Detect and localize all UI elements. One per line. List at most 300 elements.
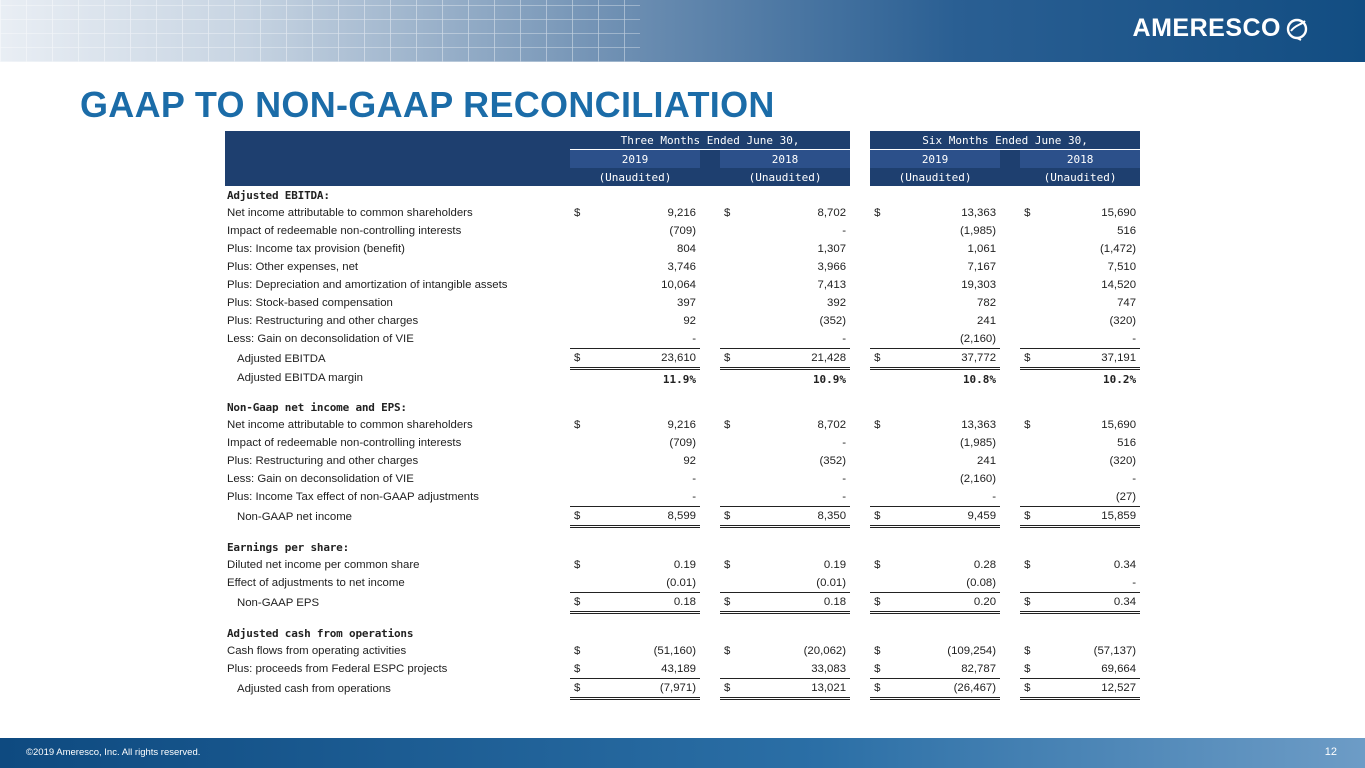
cell-value: (1,985) — [959, 225, 997, 237]
table-row — [225, 240, 1140, 258]
column-gap — [700, 276, 720, 294]
table-row — [225, 258, 1140, 276]
row-label: Plus: Restructuring and other charges — [227, 455, 419, 467]
cell-value: (2,160) — [896, 330, 1000, 349]
column-gap — [1000, 593, 1020, 613]
table-row — [225, 369, 1140, 389]
cell-value: - — [842, 473, 847, 485]
currency-symbol — [570, 434, 596, 452]
currency-symbol — [720, 330, 746, 349]
cell-value: (26,467) — [896, 679, 1000, 699]
currency-symbol — [870, 276, 896, 294]
table-row — [225, 312, 1140, 330]
currency-symbol: $ — [870, 349, 896, 369]
column-gap — [700, 416, 720, 434]
currency-symbol — [720, 294, 746, 312]
row-label: Less: Gain on deconsolidation of VIE — [227, 333, 414, 346]
cell-value: 13,021 — [746, 679, 850, 699]
cell-value: 0.18 — [596, 593, 700, 613]
column-gap — [850, 507, 870, 527]
currency-symbol: $ — [870, 679, 896, 699]
currency-symbol — [870, 434, 896, 452]
cell-value: 516 — [1117, 437, 1137, 449]
cell-value: 37,772 — [896, 349, 1000, 369]
column-gap — [850, 679, 870, 699]
row-label: Adjusted EBITDA — [237, 352, 326, 365]
cell-value: 1,061 — [967, 243, 997, 255]
currency-symbol: $ — [1020, 349, 1046, 369]
logo-wordmark: AMERESCO — [1132, 14, 1281, 42]
currency-symbol: $ — [1020, 507, 1046, 527]
column-gap — [850, 556, 870, 574]
row-label: Adjusted cash from operations — [237, 682, 391, 695]
currency-symbol — [870, 574, 896, 593]
cell-value: 33,083 — [746, 660, 850, 679]
header-unaudited: (Unaudited) — [570, 168, 700, 186]
cell-value: 10.8% — [962, 372, 997, 386]
column-gap — [700, 452, 720, 470]
cell-value: (320) — [1109, 455, 1137, 467]
column-gap — [700, 660, 720, 679]
cell-value: 397 — [676, 297, 696, 309]
cell-value: 3,966 — [817, 261, 847, 273]
row-label: Plus: proceeds from Federal ESPC projects — [227, 663, 448, 676]
cell-value: 9,216 — [667, 207, 696, 219]
row-label: Less: Gain on deconsolidation of VIE — [227, 473, 414, 485]
table-row — [225, 574, 1140, 593]
currency-symbol — [570, 574, 596, 593]
column-gap — [1000, 507, 1020, 527]
table-row — [225, 507, 1140, 527]
currency-symbol — [1020, 434, 1046, 452]
row-label: Plus: Restructuring and other charges — [227, 315, 419, 327]
cell-value: 19,303 — [961, 279, 997, 291]
currency-symbol — [1020, 276, 1046, 294]
currency-symbol — [870, 369, 896, 389]
cell-value: - — [596, 330, 700, 349]
column-gap — [850, 204, 870, 222]
cell-value: 43,189 — [596, 660, 700, 679]
column-gap — [850, 330, 870, 349]
section-spacer — [225, 527, 1140, 539]
currency-symbol: $ — [870, 507, 896, 527]
currency-symbol — [720, 574, 746, 593]
currency-symbol — [1020, 312, 1046, 330]
table-row — [225, 660, 1140, 679]
column-gap — [1000, 369, 1020, 389]
cell-value: 10.9% — [812, 372, 847, 386]
cell-value: (7,971) — [596, 679, 700, 699]
currency-symbol — [720, 240, 746, 258]
column-gap — [1000, 488, 1020, 507]
cell-value: 13,363 — [961, 419, 997, 431]
cell-value: (709) — [669, 225, 696, 237]
column-gap — [1000, 452, 1020, 470]
currency-symbol: $ — [720, 593, 746, 613]
row-label: Non-GAAP net income — [237, 510, 353, 523]
cell-value: 8,702 — [817, 207, 847, 219]
cell-value: (352) — [819, 315, 847, 327]
page-title: GAAP TO NON-GAAP RECONCILIATION — [80, 84, 775, 125]
currency-symbol — [870, 330, 896, 349]
column-gap — [850, 593, 870, 613]
section-heading: Non-Gaap net income and EPS: — [227, 400, 407, 414]
currency-symbol — [720, 452, 746, 470]
currency-symbol — [720, 470, 746, 488]
cell-value: 23,610 — [596, 349, 700, 369]
column-gap — [850, 434, 870, 452]
column-gap — [850, 416, 870, 434]
column-gap — [1000, 679, 1020, 699]
column-gap — [850, 452, 870, 470]
cell-value: 241 — [977, 455, 997, 467]
cell-value: 15,690 — [1101, 419, 1137, 431]
header-year: 2019 — [570, 150, 700, 169]
currency-symbol: $ — [870, 593, 896, 613]
row-label: Non-GAAP EPS — [237, 596, 320, 609]
currency-symbol — [1020, 258, 1046, 276]
column-gap — [850, 240, 870, 258]
table-row — [225, 488, 1140, 507]
currency-symbol: $ — [724, 645, 731, 657]
header-year: 2018 — [1020, 150, 1140, 169]
table-row — [225, 642, 1140, 660]
logo-globe-icon — [1285, 17, 1309, 41]
currency-symbol: $ — [874, 645, 881, 657]
column-gap — [1000, 349, 1020, 369]
row-label: Plus: Stock-based compensation — [227, 297, 393, 309]
column-gap — [700, 294, 720, 312]
table-row — [225, 556, 1140, 574]
header-row-unaudited — [225, 168, 1140, 186]
currency-symbol — [1020, 222, 1046, 240]
cell-value: 21,428 — [746, 349, 850, 369]
currency-symbol — [720, 369, 746, 389]
cell-value: (27) — [1046, 488, 1140, 507]
currency-symbol — [570, 222, 596, 240]
column-gap — [850, 312, 870, 330]
cell-value: (709) — [669, 437, 696, 449]
header-unaudited: (Unaudited) — [720, 168, 850, 186]
currency-symbol — [1020, 330, 1046, 349]
table-row — [225, 294, 1140, 312]
table-row — [225, 470, 1140, 488]
currency-symbol: $ — [1020, 593, 1046, 613]
column-gap — [700, 222, 720, 240]
cell-value: 13,363 — [961, 207, 997, 219]
cell-value: 1,307 — [817, 243, 847, 255]
cell-value: - — [746, 330, 850, 349]
header-three-months: Three Months Ended June 30, — [570, 131, 850, 150]
column-gap — [700, 470, 720, 488]
column-gap — [700, 507, 720, 527]
cell-value: 0.19 — [673, 559, 696, 571]
cell-value: (0.01) — [596, 574, 700, 593]
currency-symbol: $ — [724, 207, 731, 219]
cell-value: - — [746, 488, 850, 507]
currency-symbol — [720, 312, 746, 330]
section-heading-row — [225, 398, 1140, 416]
currency-symbol: $ — [574, 419, 581, 431]
row-label: Cash flows from operating activities — [227, 645, 407, 657]
cell-value: (20,062) — [803, 645, 847, 657]
currency-symbol: $ — [720, 679, 746, 699]
cell-value: 241 — [977, 315, 997, 327]
cell-value: 69,664 — [1046, 660, 1140, 679]
header-year: 2018 — [720, 150, 850, 169]
row-label: Impact of redeemable non-controlling interests — [227, 225, 462, 237]
currency-symbol: $ — [724, 559, 731, 571]
cell-value: 0.18 — [746, 593, 850, 613]
column-gap — [850, 660, 870, 679]
currency-symbol: $ — [874, 559, 881, 571]
header-row-periods — [225, 131, 1140, 150]
column-gap — [1000, 574, 1020, 593]
column-gap — [700, 488, 720, 507]
company-logo — [1133, 14, 1309, 43]
column-gap — [850, 369, 870, 389]
column-gap — [700, 574, 720, 593]
table-row — [225, 416, 1140, 434]
column-gap — [850, 294, 870, 312]
currency-symbol — [720, 276, 746, 294]
column-gap — [1000, 330, 1020, 349]
copyright-text: ©2019 Ameresco, Inc. All rights reserved. — [26, 747, 201, 758]
row-label: Plus: Income Tax effect of non-GAAP adjustments — [227, 491, 479, 504]
column-gap — [850, 488, 870, 507]
currency-symbol — [570, 488, 596, 507]
cell-value: - — [1046, 574, 1140, 593]
currency-symbol: $ — [720, 507, 746, 527]
row-label: Plus: Depreciation and amortization of intangible assets — [227, 279, 508, 291]
column-gap — [700, 312, 720, 330]
column-gap — [700, 593, 720, 613]
cell-value: 8,702 — [817, 419, 847, 431]
cell-value: (320) — [1109, 315, 1137, 327]
currency-symbol: $ — [724, 419, 731, 431]
currency-symbol: $ — [1020, 660, 1046, 679]
currency-symbol: $ — [570, 349, 596, 369]
column-gap — [1000, 258, 1020, 276]
footer-bar — [0, 738, 1365, 768]
column-gap — [1000, 240, 1020, 258]
currency-symbol: $ — [570, 593, 596, 613]
cell-value: 0.34 — [1046, 593, 1140, 613]
header-six-months: Six Months Ended June 30, — [870, 131, 1140, 150]
cell-value: 0.28 — [973, 559, 997, 571]
section-heading-row — [225, 538, 1140, 556]
cell-value: 7,510 — [1107, 261, 1137, 273]
cell-value: (2,160) — [959, 473, 997, 485]
currency-symbol: $ — [1024, 207, 1031, 219]
currency-symbol: $ — [574, 207, 581, 219]
row-label: Effect of adjustments to net income — [227, 577, 405, 590]
cell-value: (1,985) — [959, 437, 997, 449]
cell-value: 0.20 — [896, 593, 1000, 613]
currency-symbol — [570, 294, 596, 312]
currency-symbol — [720, 258, 746, 276]
cell-value: 804 — [676, 243, 696, 255]
header-unaudited: (Unaudited) — [870, 168, 1000, 186]
currency-symbol — [570, 330, 596, 349]
cell-value: 92 — [683, 315, 696, 327]
currency-symbol: $ — [870, 660, 896, 679]
cell-value: 7,167 — [967, 261, 997, 273]
currency-symbol: $ — [874, 207, 881, 219]
cell-value: 15,690 — [1101, 207, 1137, 219]
column-gap — [700, 679, 720, 699]
table-row — [225, 452, 1140, 470]
column-gap — [700, 642, 720, 660]
currency-symbol — [570, 369, 596, 389]
currency-symbol — [570, 312, 596, 330]
cell-value: 10,064 — [661, 279, 696, 291]
currency-symbol: $ — [1024, 645, 1031, 657]
cell-value: - — [1132, 473, 1137, 485]
column-gap — [1000, 434, 1020, 452]
table-row — [225, 679, 1140, 699]
currency-symbol — [1020, 369, 1046, 389]
table-row — [225, 276, 1140, 294]
currency-symbol — [870, 488, 896, 507]
cell-value: 3,746 — [667, 261, 696, 273]
currency-symbol: $ — [1024, 419, 1031, 431]
cell-value: - — [692, 473, 696, 485]
currency-symbol — [870, 470, 896, 488]
column-gap — [850, 349, 870, 369]
column-gap — [700, 349, 720, 369]
currency-symbol — [870, 452, 896, 470]
cell-value: (57,137) — [1093, 645, 1137, 657]
cell-value: (1,472) — [1100, 243, 1137, 255]
currency-symbol — [1020, 488, 1046, 507]
column-gap — [700, 556, 720, 574]
cell-value: 14,520 — [1101, 279, 1137, 291]
reconciliation-table — [225, 131, 1140, 700]
cell-value: 11.9% — [662, 372, 696, 386]
banner-grid-pattern — [0, 0, 640, 62]
table-row — [225, 204, 1140, 222]
cell-value: 8,350 — [746, 507, 850, 527]
currency-symbol — [570, 276, 596, 294]
section-spacer — [225, 388, 1140, 398]
row-label: Plus: Other expenses, net — [227, 261, 359, 273]
header-row-years — [225, 150, 1140, 169]
currency-symbol — [870, 312, 896, 330]
header-year: 2019 — [870, 150, 1000, 169]
currency-symbol — [720, 222, 746, 240]
header-unaudited: (Unaudited) — [1020, 168, 1140, 186]
currency-symbol — [570, 240, 596, 258]
cell-value: - — [1046, 330, 1140, 349]
column-gap — [1000, 276, 1020, 294]
table-row — [225, 434, 1140, 452]
currency-symbol — [570, 470, 596, 488]
column-gap — [850, 222, 870, 240]
currency-symbol — [870, 222, 896, 240]
column-gap — [1000, 470, 1020, 488]
column-gap — [1000, 204, 1020, 222]
cell-value: 15,859 — [1046, 507, 1140, 527]
cell-value: 0.34 — [1113, 559, 1137, 571]
column-gap — [1000, 642, 1020, 660]
currency-symbol — [870, 240, 896, 258]
column-gap — [1000, 294, 1020, 312]
header-banner — [0, 0, 1365, 62]
row-label: Net income attributable to common shareholders — [227, 207, 473, 219]
cell-value: (109,254) — [947, 645, 997, 657]
cell-value: 37,191 — [1046, 349, 1140, 369]
section-heading: Adjusted EBITDA: — [227, 188, 330, 202]
column-gap — [1000, 312, 1020, 330]
currency-symbol — [720, 488, 746, 507]
currency-symbol — [870, 258, 896, 276]
section-heading-row — [225, 186, 1140, 204]
row-label: Impact of redeemable non-controlling interests — [227, 437, 462, 449]
column-gap — [850, 574, 870, 593]
cell-value: - — [596, 488, 700, 507]
currency-symbol — [1020, 452, 1046, 470]
column-gap — [850, 470, 870, 488]
row-label: Adjusted EBITDA margin — [237, 372, 363, 385]
column-gap — [1000, 660, 1020, 679]
currency-symbol — [720, 434, 746, 452]
currency-symbol — [570, 258, 596, 276]
currency-symbol — [720, 660, 746, 679]
cell-value: 0.19 — [823, 559, 847, 571]
column-gap — [850, 276, 870, 294]
cell-value: 782 — [977, 297, 997, 309]
cell-value: 747 — [1117, 297, 1137, 309]
currency-symbol: $ — [1024, 559, 1031, 571]
cell-value: - — [896, 488, 1000, 507]
cell-value: 516 — [1117, 225, 1137, 237]
cell-value: 92 — [683, 455, 696, 467]
column-gap — [700, 240, 720, 258]
currency-symbol — [870, 294, 896, 312]
currency-symbol: $ — [574, 559, 581, 571]
currency-symbol: $ — [574, 645, 581, 657]
column-gap — [700, 258, 720, 276]
table-row — [225, 349, 1140, 369]
cell-value: 10.2% — [1102, 372, 1137, 386]
currency-symbol: $ — [874, 419, 881, 431]
cell-value: 392 — [827, 297, 847, 309]
column-gap — [1000, 556, 1020, 574]
row-label: Diluted net income per common share — [227, 559, 420, 571]
column-gap — [850, 258, 870, 276]
page-number: 12 — [1324, 746, 1337, 758]
cell-value: 9,459 — [896, 507, 1000, 527]
cell-value: (352) — [819, 455, 847, 467]
table-row — [225, 330, 1140, 349]
currency-symbol — [1020, 470, 1046, 488]
currency-symbol — [1020, 294, 1046, 312]
column-gap — [700, 434, 720, 452]
currency-symbol: $ — [1020, 679, 1046, 699]
cell-value: 8,599 — [596, 507, 700, 527]
cell-value: - — [842, 225, 847, 237]
currency-symbol: $ — [570, 679, 596, 699]
row-label: Plus: Income tax provision (benefit) — [227, 243, 405, 255]
column-gap — [1000, 222, 1020, 240]
column-gap — [700, 369, 720, 389]
currency-symbol: $ — [570, 507, 596, 527]
cell-value: 82,787 — [896, 660, 1000, 679]
currency-symbol: $ — [720, 349, 746, 369]
section-spacer — [225, 613, 1140, 625]
currency-symbol — [1020, 574, 1046, 593]
